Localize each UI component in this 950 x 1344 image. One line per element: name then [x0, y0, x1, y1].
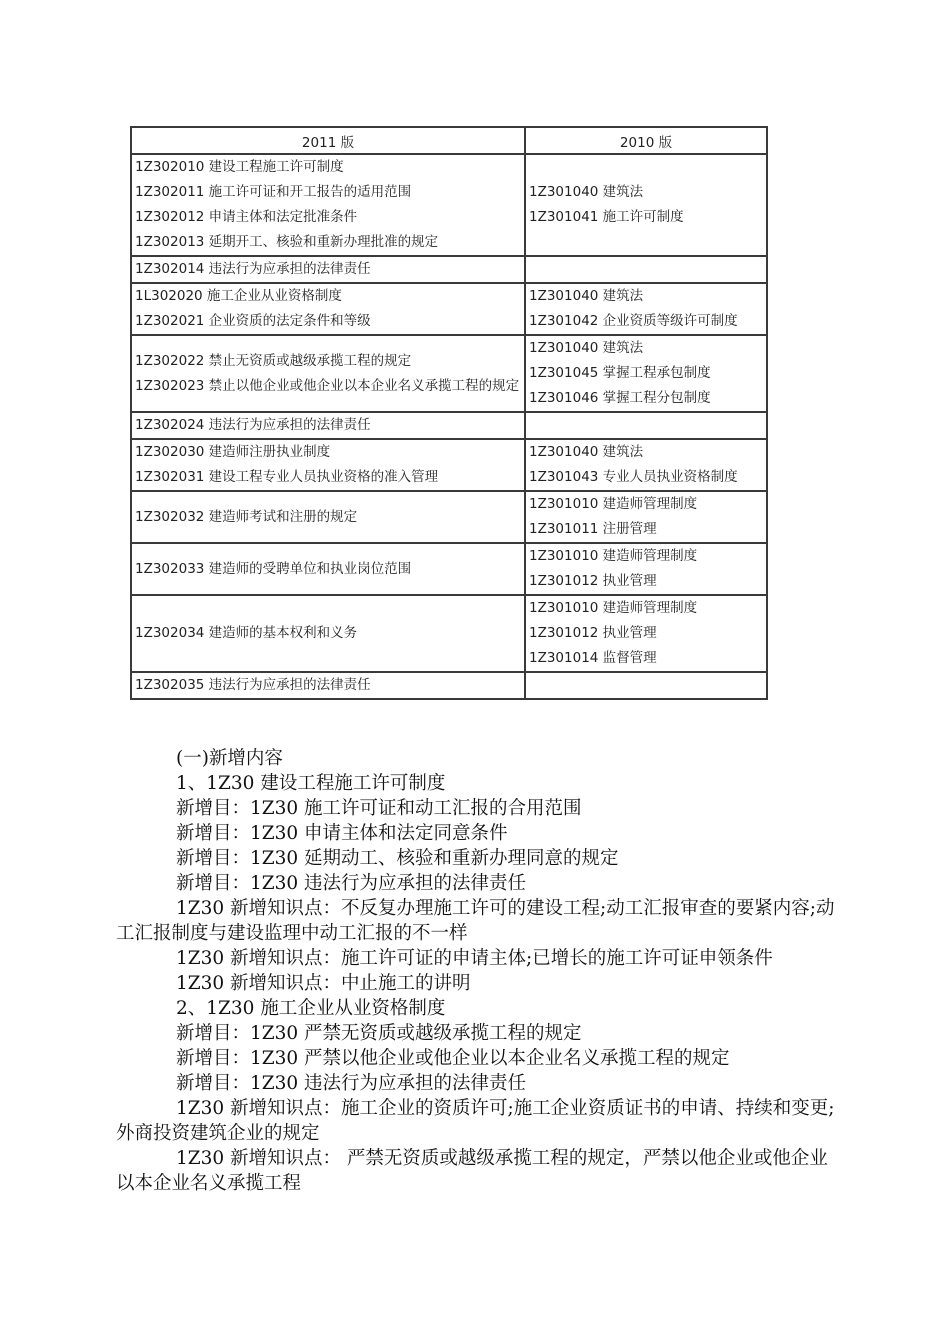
- table-cell-line: 1Z302031 建设工程专业人员执业资格的准入管理: [135, 469, 439, 485]
- table-cell-line: 1Z301012 执业管理: [529, 625, 657, 641]
- table-cell-line: 1Z302030 建造师注册执业制度: [135, 444, 331, 460]
- table-cell-line: 1Z302035 违法行为应承担的法律责任: [135, 677, 371, 693]
- new-item: 新增目：1Z30 施工许可证和动工汇报的合用范围: [176, 798, 582, 819]
- subsection-heading: 2、1Z30 施工企业从业资格制度: [176, 998, 446, 1019]
- table-cell-line: 1Z301046 掌握工程分包制度: [529, 390, 711, 406]
- table-cell-line: 1Z302014 违法行为应承担的法律责任: [135, 261, 371, 277]
- table-cell-line: 1Z301041 施工许可制度: [529, 209, 684, 225]
- table-row: [131, 491, 767, 543]
- table-cell-line: 1Z301040 建筑法: [529, 340, 644, 356]
- cell-2011: [131, 256, 525, 283]
- cell-2011: [131, 491, 525, 543]
- header-2010: 2010 版: [525, 127, 767, 154]
- cell-2010: [525, 335, 767, 412]
- table-cell-line: 1Z301011 注册管理: [529, 521, 657, 537]
- cell-2010: [525, 543, 767, 595]
- body-text: [116, 746, 838, 1196]
- knowledge-point: 1Z30 新增知识点：中止施工的讲明: [176, 973, 471, 994]
- knowledge-point: 1Z30 新增知识点：施工许可证的申请主体;已增长的施工许可证申领条件: [176, 948, 773, 969]
- table-cell-line: 1Z301010 建造师管理制度: [529, 600, 698, 616]
- table-row: [131, 335, 767, 412]
- table-cell-line: 1Z301045 掌握工程承包制度: [529, 365, 711, 381]
- table-cell-line: 1Z302011 施工许可证和开工报告的适用范围: [135, 184, 412, 200]
- cell-2010: [525, 595, 767, 672]
- new-item: 新增目：1Z30 严禁以他企业或他企业以本企业名义承揽工程的规定: [176, 1048, 730, 1069]
- cell-2010: [525, 256, 767, 283]
- knowledge-point: 1Z30 新增知识点：施工企业的资质许可;施工企业资质证书的申请、持续和变更;外商投资建筑企业的规定: [116, 1098, 835, 1144]
- table-cell-line: 1L302020 施工企业从业资格制度: [135, 288, 342, 304]
- table-cell-line: 1Z302033 建造师的受聘单位和执业岗位范围: [135, 560, 412, 577]
- table-cell-line: 1Z302024 违法行为应承担的法律责任: [135, 417, 371, 433]
- cell-2010: [525, 283, 767, 335]
- cell-2010: [525, 154, 767, 256]
- table-row: [131, 412, 767, 439]
- table-cell-line: 1Z301014 监督管理: [529, 650, 657, 666]
- cell-2010: [525, 439, 767, 491]
- table-cell-line: 1Z302022 禁止无资质或越级承揽工程的规定: [135, 352, 412, 369]
- table-row: [131, 256, 767, 283]
- table-row: [131, 543, 767, 595]
- cell-2011: [131, 154, 525, 256]
- cell-2011: [131, 672, 525, 699]
- table-cell-line: 1Z301012 执业管理: [529, 573, 657, 589]
- table-header-row: [131, 127, 767, 154]
- table-cell-line: 1Z302034 建造师的基本权利和义务: [135, 625, 358, 641]
- table-cell-line: 1Z301043 专业人员执业资格制度: [529, 469, 738, 485]
- header-2011: 2011 版: [131, 127, 525, 154]
- table-cell-line: 1Z302010 建设工程施工许可制度: [135, 159, 344, 175]
- knowledge-point: 1Z30 新增知识点： 严禁无资质或越级承揽工程的规定，严禁以他企业或他企业以本企业名义承揽工程: [116, 1148, 828, 1194]
- table-cell-line: 1Z301010 建造师管理制度: [529, 496, 698, 512]
- new-item: 新增目：1Z30 违法行为应承担的法律责任: [176, 1073, 527, 1094]
- cell-2011: [131, 543, 525, 595]
- table-cell-line: 1Z302021 企业资质的法定条件和等级: [135, 313, 371, 329]
- new-item: 新增目：1Z30 延期动工、核验和重新办理同意的规定: [176, 848, 619, 869]
- table-row: [131, 154, 767, 256]
- table-row: [131, 283, 767, 335]
- new-item: 新增目：1Z30 违法行为应承担的法律责任: [176, 873, 527, 894]
- new-item: 新增目：1Z30 严禁无资质或越级承揽工程的规定: [176, 1023, 582, 1044]
- table-cell-line: 1Z302013 延期开工、核验和重新办理批准的规定: [135, 234, 439, 250]
- knowledge-point: 1Z30 新增知识点：不反复办理施工许可的建设工程;动工汇报审查的要紧内容;动工汇报制度与建设监理中动工汇报的不一样: [116, 898, 835, 944]
- cell-2011: [131, 595, 525, 672]
- table-cell-line: 1Z302023 禁止以他企业或他企业以本企业名义承揽工程的规定: [135, 377, 520, 394]
- table-cell-line: 1Z302012 申请主体和法定批准条件: [135, 209, 358, 225]
- table-cell-line: 1Z301040 建筑法: [529, 288, 644, 304]
- section-heading: (一)新增内容: [176, 748, 283, 769]
- cell-2011: [131, 412, 525, 439]
- cell-2011: [131, 283, 525, 335]
- cell-2011: [131, 335, 525, 412]
- table-cell-line: 1Z302032 建造师考试和注册的规定: [135, 508, 358, 525]
- cell-2010: [525, 412, 767, 439]
- table-cell-line: 1Z301040 建筑法: [529, 184, 644, 200]
- cell-2011: [131, 439, 525, 491]
- subsection-heading: 1、1Z30 建设工程施工许可制度: [176, 773, 446, 794]
- cell-2010: [525, 672, 767, 699]
- cell-2010: [525, 491, 767, 543]
- comparison-table: [130, 126, 768, 700]
- table-row: [131, 672, 767, 699]
- new-item: 新增目：1Z30 申请主体和法定同意条件: [176, 823, 508, 844]
- table-cell-line: 1Z301042 企业资质等级许可制度: [529, 313, 738, 329]
- table-row: [131, 595, 767, 672]
- table-row: [131, 439, 767, 491]
- table-cell-line: 1Z301010 建造师管理制度: [529, 548, 698, 564]
- table-cell-line: 1Z301040 建筑法: [529, 444, 644, 460]
